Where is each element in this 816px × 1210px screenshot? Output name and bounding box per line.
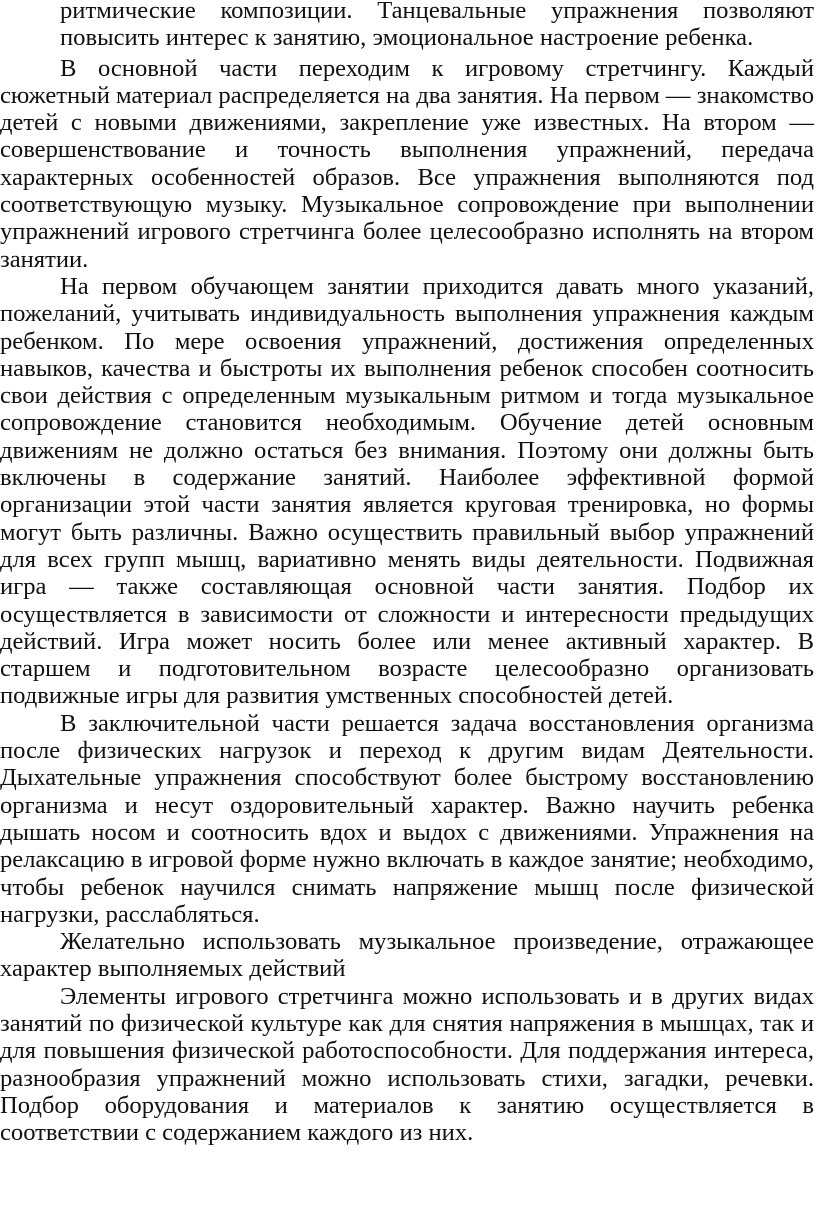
paragraph-continuation: ритмические композиции. Танцевальные упражнения позволяют повысить интерес к занятию, эмоциональное настроение ребенка. bbox=[60, 0, 814, 52]
paragraph-stretching-elements: Элементы игрового стретчинга можно использовать и в других видах занятий по физической культуре как для снятия напряжения в мышцах, так и для повышения физической работоспособности. Для поддержания интереса, разнообразия упражнений можно использовать стихи, загадки, речевки. Подбор оборудования и материалов к занятию осуществляется в соответствии с содержанием каждого из них. bbox=[0, 982, 814, 1147]
paragraph-final-part: В заключительной части решается задача восстановления организма после физических нагрузок и переход к другим видам Деятельности. Дыхательные упражнения способствуют более быстрому восстановлению организма и несут оздоровительный характер. Важно научить ребенка дышать носом и соотносить вдох и выдох с движениями. Упражнения на релаксацию в игровой форме нужно включать в каждое занятие; необходимо, чтобы ребенок научился снимать напряжение мышц после физической нагрузки, расслабляться. bbox=[0, 709, 814, 928]
paragraph-main-part: В основной части переходим к игровому стретчингу. Каждый сюжетный материал распределяется на два занятия. На первом — знакомство детей с новыми движениями, закрепление уже известных. На втором — совершенствование и точность выполнения упражнений, передача характерных особенностей образов. Все упражнения выполняются под соответствующую музыку. Музыкальное сопровождение при выполнении упражнений игрового стретчинга более целесообразно исполнять на втором занятии. bbox=[0, 54, 814, 273]
paragraph-music-recommendation: Желательно использовать музыкальное произведение, отражающее характер выполняемых действий bbox=[0, 928, 814, 983]
paragraph-first-lesson: На первом обучающем занятии приходится давать много указаний, пожеланий, учитывать индивидуальность выполнения упражнения каждым ребенком. По мере освоения упражнений, достижения определенных навыков, качества и быстроты их выполнения ребенок способен соотносить свои действия с определенным музыкальным ритмом и тогда музыкальное сопровождение становится необходимым. Обучение детей основным движениям не должно остаться без внимания. Поэтому они должны быть включены в содержание занятий. Наиболее эффективной формой организации этой части занятия является круговая тренировка, но формы могут быть различны. Важно осуществить правильный выбор упражнений для всех групп мышц, вариативно менять виды деятельности. Подвижная игра — также составляющая основной части занятия. Подбор их осуществляется в зависимости от сложности и интересности предыдущих действий. Игра может носить более или менее активный характер. В старшем и подготовительном возрасте целесообразно организовать подвижные игры для развития умственных способностей детей. bbox=[0, 272, 814, 710]
